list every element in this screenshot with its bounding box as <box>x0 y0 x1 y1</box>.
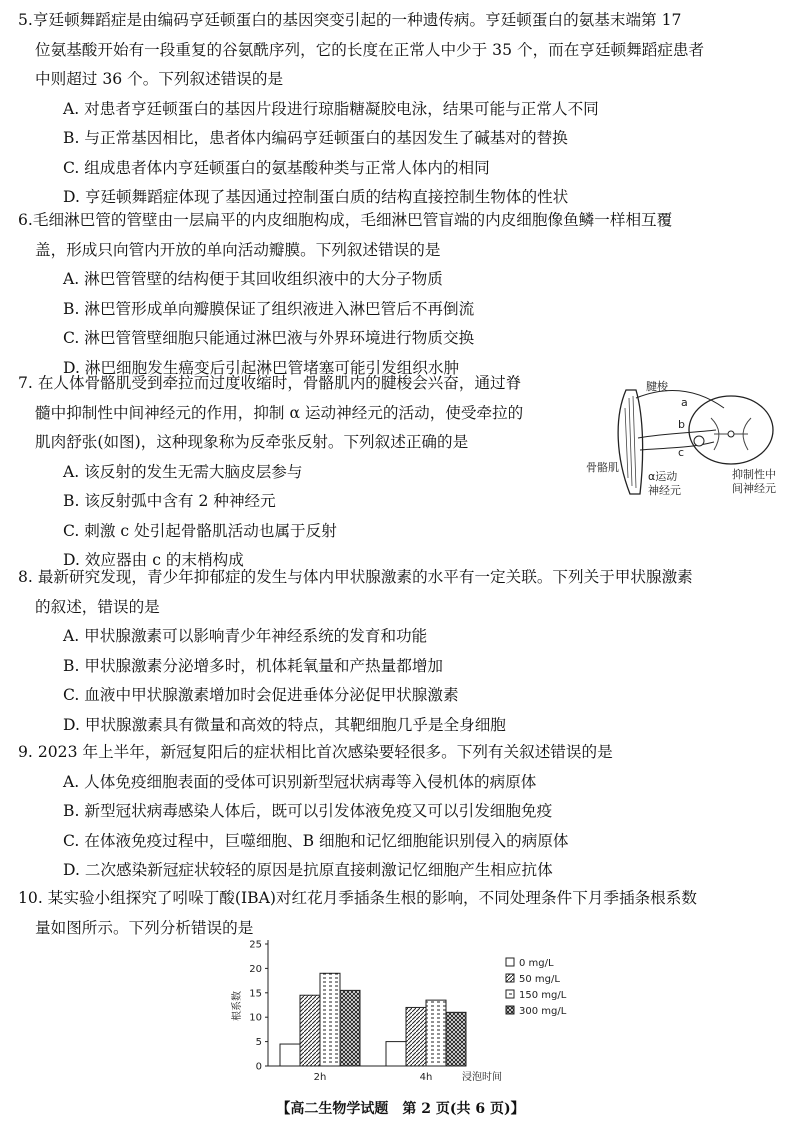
question-stem: 中则超过 36 个。下列叙述错误的是 <box>35 70 284 88</box>
question-7 <box>18 369 593 576</box>
option-c: C. 组成患者体内亨廷顿蛋白的氨基酸种类与正常人体内的相同 <box>63 158 490 177</box>
legend-swatch <box>506 1006 514 1014</box>
option-d: D. 二次感染新冠症状较轻的原因是抗原直接刺激记忆细胞产生相应抗体 <box>63 861 553 879</box>
option-b: B. 新型冠状病毒感染人体后，既可以引发体液免疫又可以引发细胞免疫 <box>63 802 553 820</box>
question-stem: 8. 最新研究发现，青少年抑郁症的发生与体内甲状腺激素的水平有一定关联。下列关于甲状腺激素 <box>18 568 693 586</box>
question-8 <box>18 563 788 740</box>
bar <box>446 1012 466 1066</box>
legend-label: 50 mg/L <box>519 974 560 985</box>
bar <box>386 1042 406 1066</box>
y-axis-label: 根系数 <box>232 991 243 1021</box>
legend-label: 300 mg/L <box>519 1006 567 1017</box>
option-d: D. 淋巴细胞发生癌变后引起淋巴管堵塞可能引发组织水肿 <box>63 358 460 377</box>
option-a: A. 该反射的发生无需大脑皮层参与 <box>63 462 303 481</box>
question-stem: 6.毛细淋巴管的管壁由一层扁平的内皮细胞构成，毛细淋巴管盲端的内皮细胞像鱼鳞一样相互覆 <box>18 211 673 229</box>
label-c: c <box>678 446 685 459</box>
option-c: C. 淋巴管管壁细胞只能通过淋巴液与外界环境进行物质交换 <box>63 329 475 347</box>
legend-swatch <box>506 958 514 966</box>
question-stem: 7. 在人体骨骼肌受到牵拉而过度收缩时，骨骼肌内的腱梭会兴奋，通过脊 <box>18 374 522 392</box>
y-tick-label: 15 <box>249 988 262 1000</box>
label-inter-1: 抑制性中 <box>732 468 776 481</box>
question-stem: 5.亨廷顿舞蹈症是由编码亨廷顿蛋白的基因突变引起的一种遗传病。亨廷顿蛋白的氨基末端第 17 <box>18 11 682 29</box>
question-10 <box>18 884 788 943</box>
option-b: B. 甲状腺激素分泌增多时，机体耗氧量和产热量都增加 <box>63 656 444 675</box>
y-tick-label: 10 <box>249 1012 262 1024</box>
question-5 <box>18 6 788 213</box>
label-a: a <box>681 396 688 409</box>
label-muscle: 骨骼肌 <box>586 461 619 474</box>
label-b: b <box>678 418 685 431</box>
bar <box>426 1000 446 1066</box>
option-b: B. 该反射弧中含有 2 种神经元 <box>63 492 276 510</box>
option-a: A. 淋巴管管壁的结构便于其回收组织液中的大分子物质 <box>63 270 443 288</box>
option-a: A. 人体免疫细胞表面的受体可识别新型冠状病毒等入侵机体的病原体 <box>63 772 537 791</box>
y-tick-label: 5 <box>255 1037 262 1049</box>
option-b: B. 淋巴管形成单向瓣膜保证了组织液进入淋巴管后不再倒流 <box>63 299 475 318</box>
option-a: A. 甲状腺激素可以影响青少年神经系统的发育和功能 <box>63 627 428 645</box>
question-stem: 髓中抑制性中间神经元的作用，抑制 α 运动神经元的活动，使受牵拉的 <box>35 403 524 422</box>
question-9 <box>18 738 788 886</box>
root-count-bar-chart <box>220 936 590 1086</box>
question-stem: 肌肉舒张(如图)，这种现象称为反牵张反射。下列叙述正确的是 <box>35 433 469 451</box>
question-stem: 盖，形成只向管内开放的单向活动瓣膜。下列叙述错误的是 <box>35 240 441 259</box>
option-d: D. 甲状腺激素具有微量和高效的特点，其靶细胞几乎是全身细胞 <box>63 715 506 734</box>
option-c: C. 刺激 c 处引起骨骼肌活动也属于反射 <box>63 521 337 540</box>
y-tick-label: 20 <box>249 963 262 975</box>
bar <box>320 973 340 1066</box>
spinal-cord <box>689 396 773 464</box>
dorsal-root-ganglion <box>694 436 704 446</box>
legend-label: 0 mg/L <box>519 958 554 969</box>
central-canal <box>728 431 734 437</box>
x-axis-label: 浸泡时间 <box>462 1072 502 1083</box>
chart-bars <box>280 973 466 1066</box>
bar <box>340 990 360 1066</box>
chart-legend <box>506 958 567 1017</box>
label-motor-1: α运动 <box>648 470 678 483</box>
option-d: D. 亨廷顿舞蹈症体现了基因通过控制蛋白质的结构直接控制生物体的性状 <box>63 188 569 206</box>
option-d: D. 效应器由 c 的末梢构成 <box>63 551 244 569</box>
bar <box>300 995 320 1066</box>
reflex-arc-figure <box>586 378 786 498</box>
label-motor-2: 神经元 <box>648 484 681 497</box>
bar <box>280 1044 300 1066</box>
question-stem: 10. 某实验小组探究了吲哚丁酸(IBA)对红花月季插条生根的影响，不同处理条件下月季插条根系数 <box>18 889 697 907</box>
question-stem: 位氨基酸开始有一段重复的谷氨酰序列，它的长度在正常人中少于 35 个，而在亨廷顿舞蹈症患者 <box>35 40 705 59</box>
question-stem: 9. 2023 年上半年，新冠复阳后的症状相比首次感染要轻很多。下列有关叙述错误的是 <box>18 743 613 761</box>
bar <box>406 1007 426 1066</box>
legend-label: 150 mg/L <box>519 990 567 1001</box>
question-6 <box>18 206 788 383</box>
label-inter-2: 间神经元 <box>732 482 776 495</box>
option-c: C. 在体液免疫过程中，巨噬细胞、B 细胞和记忆细胞能识别侵入的病原体 <box>63 831 569 850</box>
option-c: C. 血液中甲状腺激素增加时会促进垂体分泌促甲状腺激素 <box>63 686 459 704</box>
option-a: A. 对患者亨廷顿蛋白的基因片段进行琼脂糖凝胶电泳，结果可能与正常人不同 <box>63 99 599 118</box>
question-stem: 的叙述，错误的是 <box>35 597 160 616</box>
label-tendon: 腱梭 <box>646 380 668 393</box>
legend-swatch <box>506 990 514 998</box>
x-tick-label: 2h <box>313 1072 327 1083</box>
page-footer: 【高二生物学试题 第 2 页(共 6 页)】 <box>276 1101 525 1117</box>
legend-swatch <box>506 974 514 982</box>
question-stem: 量如图所示。下列分析错误的是 <box>35 918 254 937</box>
y-tick-label: 25 <box>249 939 262 951</box>
y-tick-label: 0 <box>255 1061 262 1073</box>
option-b: B. 与正常基因相比，患者体内编码亨廷顿蛋白的基因发生了碱基对的替换 <box>63 129 568 147</box>
x-tick-label: 4h <box>419 1072 433 1083</box>
